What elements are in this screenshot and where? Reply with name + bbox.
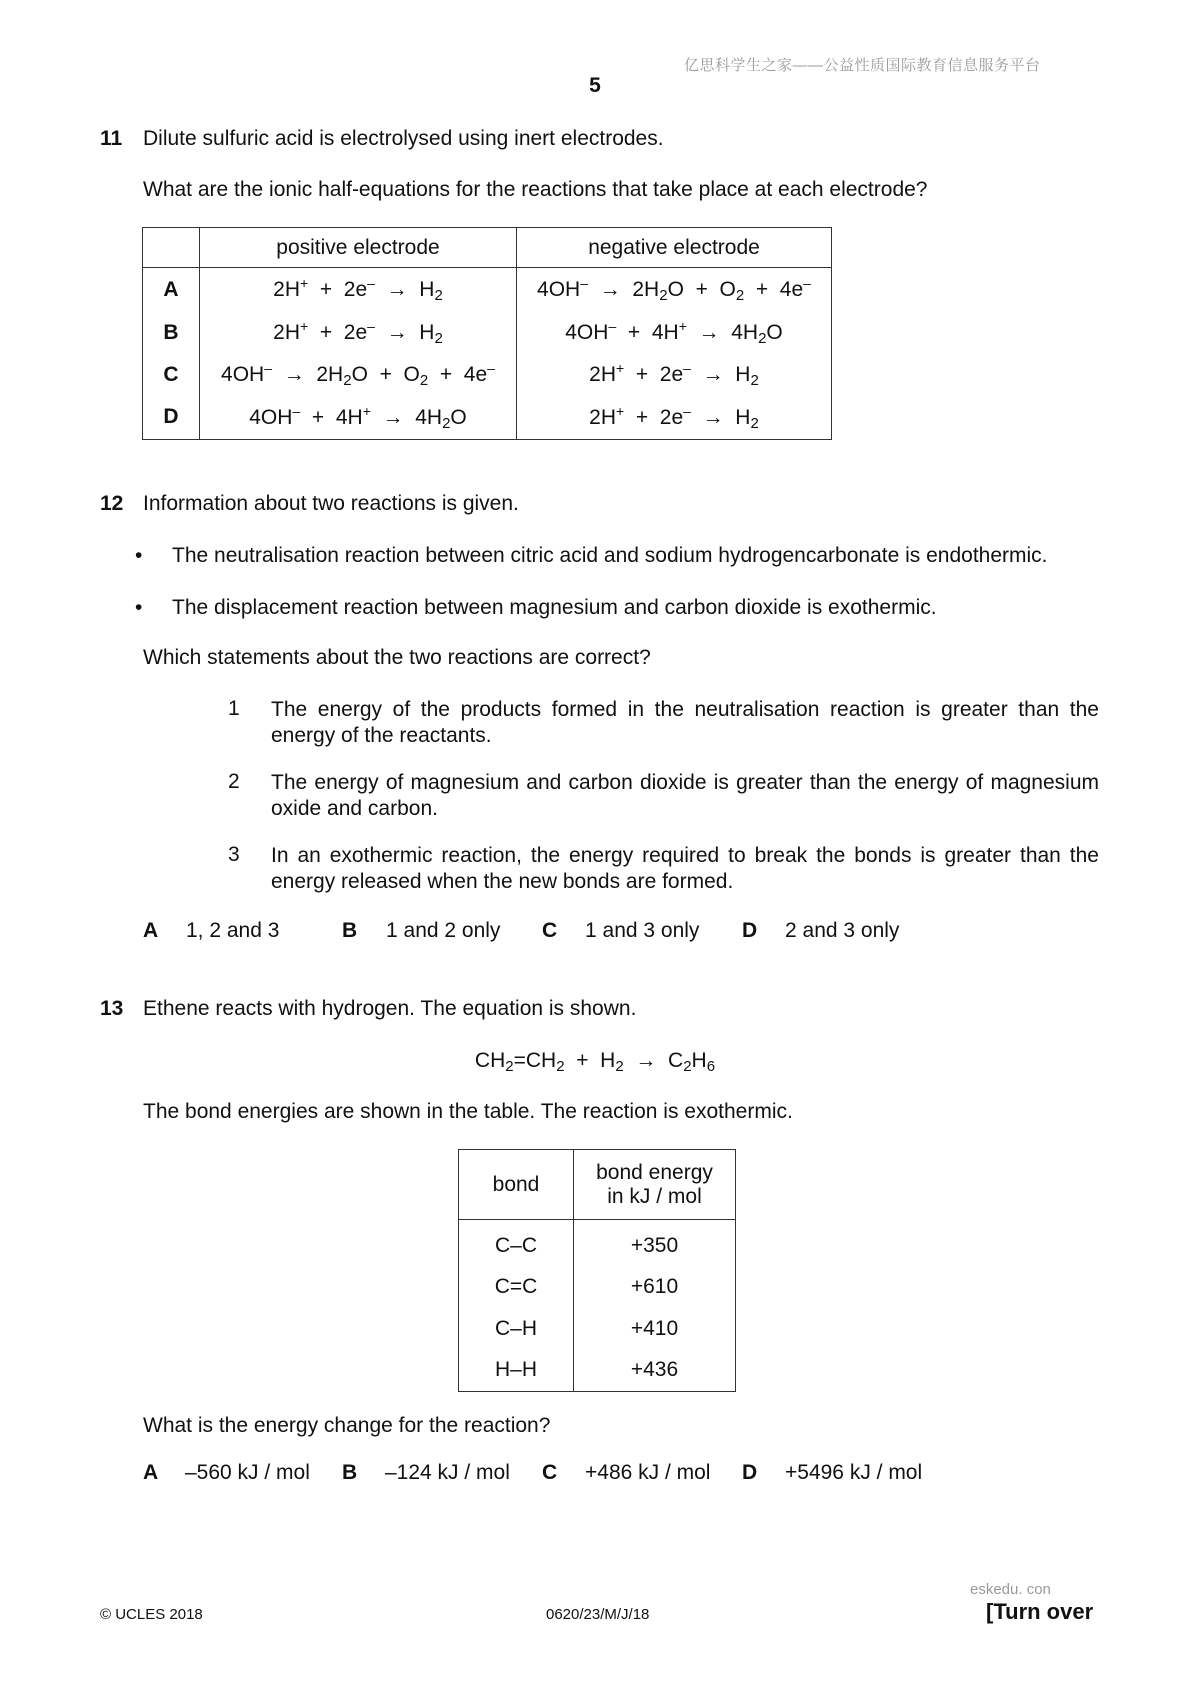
question-12-stem: Information about two reactions is given.: [143, 492, 519, 515]
negative-equation: $4OH^- + 4H^+ \to 4H_2O$: [517, 312, 832, 354]
turn-over: [Turn over: [986, 1599, 1094, 1624]
option-letter[interactable]: A: [143, 919, 159, 942]
option-letter[interactable]: A: [143, 1461, 159, 1484]
col-negative-electrode: negative electrode: [517, 228, 832, 268]
table-row: [459, 1266, 736, 1308]
electrode-table: [142, 227, 832, 440]
watermark: 亿思科学生之家——公益性质国际教育信息服务平台: [684, 57, 1041, 74]
option-text[interactable]: 1, 2 and 3: [186, 919, 280, 942]
positive-equation: $2H^+ + 2e^- \to H_2$: [200, 268, 517, 312]
question-13-stem: Ethene reacts with hydrogen. The equation is shown.: [143, 997, 637, 1020]
bullet-icon: •: [135, 544, 143, 567]
energy-cell: +610: [574, 1266, 736, 1308]
option-letter[interactable]: B: [342, 919, 358, 942]
positive-equation: $4OH^- + 4H^+ \to 4H_2O$: [200, 396, 517, 440]
table-row: [143, 268, 832, 312]
table-row: [143, 354, 832, 396]
reaction-equation: $CH_2=CH_2 + H_2 \to C_2H_6$: [474, 1049, 716, 1075]
option-letter[interactable]: C: [542, 1461, 558, 1484]
table-row: [143, 312, 832, 354]
row-letter: A: [163, 277, 179, 301]
positive-equation: $4OH^- \to 2H_2O + O_2 + 4e^-$: [200, 354, 517, 396]
question-11-number: 11: [100, 127, 123, 150]
option-text[interactable]: –124 kJ / mol: [385, 1461, 510, 1484]
option-text[interactable]: –560 kJ / mol: [185, 1461, 310, 1484]
question-11-question: What are the ionic half-equations for the reactions that take place at each electrode?: [143, 178, 928, 201]
row-letter: D: [163, 405, 179, 429]
question-12-number: 12: [100, 492, 124, 515]
positive-equation: $2H^+ + 2e^- \to H_2$: [200, 312, 517, 354]
option-letter[interactable]: B: [342, 1461, 358, 1484]
option-text[interactable]: 1 and 2 only: [386, 919, 501, 942]
bullet-text-2: The displacement reaction between magnesium and carbon dioxide is exothermic.: [172, 596, 937, 619]
question-13-number: 13: [100, 997, 124, 1020]
bond-energy-table: [458, 1149, 736, 1392]
bullet-icon: •: [135, 596, 143, 619]
site-watermark: eskedu. con: [970, 1581, 1051, 1598]
statement-number: 2: [228, 770, 240, 793]
option-text[interactable]: 2 and 3 only: [785, 919, 900, 942]
bond-cell: C–C: [494, 1233, 537, 1257]
option-text[interactable]: +486 kJ / mol: [585, 1461, 711, 1484]
option-text[interactable]: 1 and 3 only: [585, 919, 700, 942]
table-row: [459, 1350, 736, 1392]
paper-code: 0620/23/M/J/18: [546, 1606, 650, 1623]
negative-equation: $2H^+ + 2e^- \to H_2$: [517, 354, 832, 396]
question-12-question: Which statements about the two reactions are correct?: [143, 646, 651, 669]
copyright: © UCLES 2018: [100, 1606, 203, 1623]
statement-number: 1: [228, 697, 240, 720]
table-row: [459, 1308, 736, 1350]
option-letter[interactable]: C: [542, 919, 558, 942]
statement-text: In an exothermic reaction, the energy required to break the bonds is greater than the energy released when the new bonds are formed.: [271, 844, 1099, 893]
negative-equation: $2H^+ + 2e^- \to H_2$: [517, 396, 832, 440]
option-letter[interactable]: D: [742, 1461, 758, 1484]
col-bond: bond: [492, 1172, 540, 1196]
statement-text: The energy of the products formed in the neutralisation reaction is greater than the energy of the reactants.: [271, 698, 1099, 747]
row-letter: C: [163, 362, 179, 386]
col-positive-electrode: positive electrode: [200, 228, 517, 268]
col-bond-energy: bond energy in kJ / mol: [574, 1150, 736, 1220]
bullet-text-1: The neutralisation reaction between citric acid and sodium hydrogencarbonate is endothermic.: [172, 544, 1048, 567]
option-text[interactable]: +5496 kJ / mol: [785, 1461, 923, 1484]
energy-cell: +410: [574, 1308, 736, 1350]
question-13-info: The bond energies are shown in the table. The reaction is exothermic.: [143, 1100, 793, 1123]
energy-cell: +350: [574, 1220, 736, 1266]
negative-equation: $4OH^- \to 2H_2O + O_2 + 4e^-$: [517, 268, 832, 312]
bond-cell: H–H: [494, 1358, 537, 1382]
statement-number: 3: [228, 843, 240, 866]
row-letter: B: [163, 320, 179, 344]
table-row: [459, 1220, 736, 1266]
option-letter[interactable]: D: [742, 919, 758, 942]
question-11-stem: Dilute sulfuric acid is electrolysed using inert electrodes.: [143, 127, 664, 150]
statement-text: The energy of magnesium and carbon dioxide is greater than the energy of magnesium oxide and carbon.: [271, 771, 1099, 820]
page-number: 5: [589, 74, 601, 97]
table-row: [143, 396, 832, 440]
question-13-question: What is the energy change for the reaction?: [143, 1414, 551, 1437]
bond-cell: C–H: [494, 1316, 537, 1340]
bond-cell: C=C: [494, 1274, 538, 1298]
energy-cell: +436: [574, 1350, 736, 1392]
